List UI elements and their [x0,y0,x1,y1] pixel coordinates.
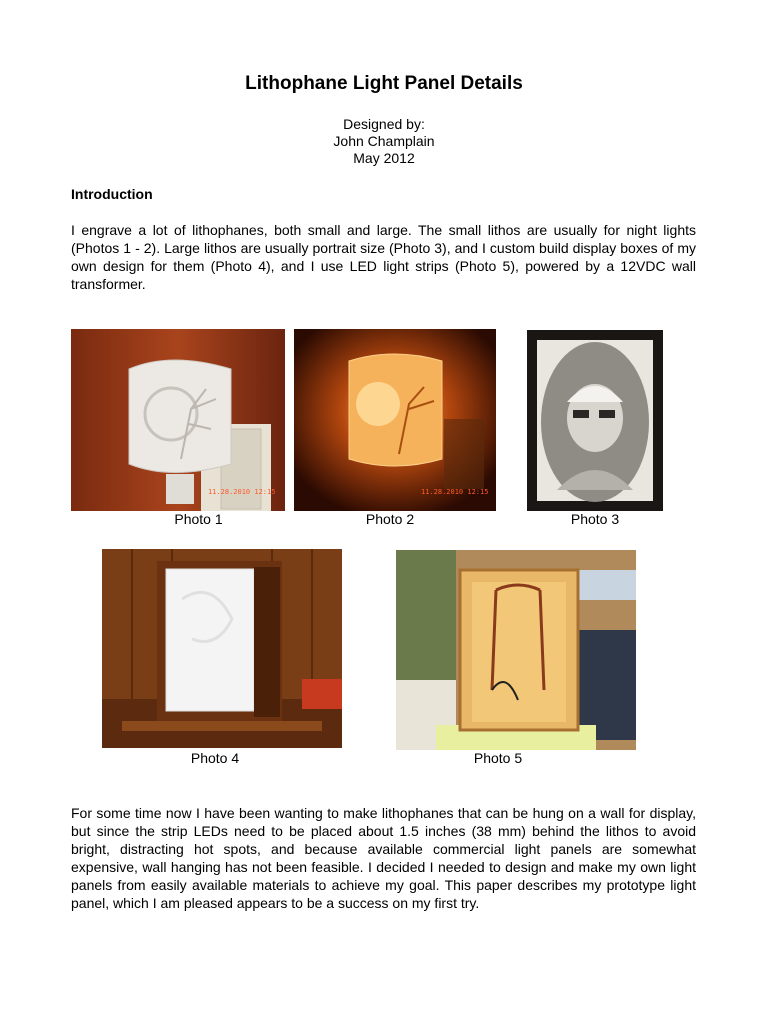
body-paragraph: For some time now I have been wanting to make lithophanes that can be hung on a wall for display, but since the strip LEDs need to be placed about 1.5 inches (38 mm) behind the lithos to avoid bright, distracting hot spots, and because available commercial light panels are somewhat expensive, wall hanging has not been feasible. I decided I needed to design and make my own light panels from easily available materials to achieve my goal. This paper describes my prototype light panel, which I am pleased appears to be a success on my first try. [71,805,696,911]
photo-2-caption: Photo 2 [365,511,415,527]
author-name: John Champlain [333,133,435,149]
photo-1-caption: Photo 1 [174,511,223,527]
photo-4-image [102,549,342,748]
photo-2-image [294,329,496,511]
intro-paragraph: I engrave a lot of lithophanes, both small and large. The small lithos are usually for night lights (Photos 1 - 2). Large lithos are usually portrait size (Photo 3), and I custom build display boxes of my own design for them (Photo 4), and I use LED light strips (Photo 5), powered by a 12VDC wall transformer. [71,222,696,292]
photo-2-timestamp: 11.28.2010 12:15 [421,488,489,496]
document-date: May 2012 [353,150,415,166]
designed-by-label: Designed by: [343,116,425,132]
photo-1-timestamp: 11.28.2010 12:15 [208,488,276,496]
photo-3-caption: Photo 3 [570,511,620,527]
photo-5-image [396,550,636,750]
introduction-heading: Introduction [71,186,153,202]
photo-3-image [527,330,663,511]
photo-4-caption: Photo 4 [190,750,240,766]
document-title: Lithophane Light Panel Details [245,73,523,94]
photo-5-caption: Photo 5 [473,750,523,766]
photo-1-image [71,329,285,511]
